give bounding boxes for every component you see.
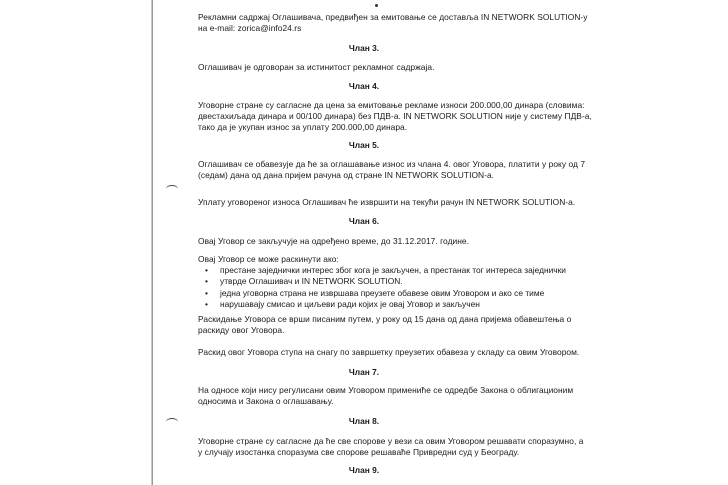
paragraph-line: Раскид овог Уговора ступа на снагу по завршетку преузетих обавеза у складу са овим Уговором. (198, 347, 580, 357)
article-heading: Члан 5. (348, 140, 380, 150)
paragraph-line: На односе који нису регулисани овим Уговором примениће се одредбе Закона о облигационим (198, 385, 574, 395)
article-heading: Члан 9. (348, 465, 380, 475)
article-heading: Члан 7. (348, 367, 380, 377)
article-heading: Члан 6. (348, 216, 380, 226)
article-heading: Члан 3. (348, 43, 380, 53)
page-edge-line (152, 0, 153, 485)
paragraph-line: Овај Уговор се може раскинути ако: (198, 254, 339, 264)
paragraph-line: раскиду овог Уговора. (198, 325, 285, 335)
paragraph-line: Оглашивач се обавезује да ће за оглашавање износ из члана 4. овог Уговора, платити у року од 7 (198, 159, 586, 169)
scan-speck (375, 4, 378, 7)
list-item: • престане заједнички интерес због кога је закључен, а престанак тог интереса заједнички (205, 265, 566, 276)
paragraph-line: односима и Закона о оглашавању. (198, 396, 334, 406)
paragraph-line: Уговорне стране су сагласне да цена за емитовање рекламе износи 200.000,00 динара (словима: (198, 100, 585, 110)
article-heading: Члан 4. (348, 81, 380, 91)
article-heading: Члан 8. (348, 416, 380, 426)
paragraph-line: Рекламни садржај Оглашивача, предвиђен за емитовање се доставља IN NETWORK SOLUTION-у (198, 12, 588, 22)
list-item: • једна уговорна страна не извршава преузете обавезе овим Уговором и ако се тиме (205, 288, 566, 299)
paragraph-line: (седам) дана од дана пријем рачуна од стране IN NETWORK SOLUTION-а. (198, 170, 495, 180)
list-item-continuation: • утврде Оглашивач и IN NETWORK SOLUTION. (205, 276, 566, 287)
paragraph-line: на e-mail: zorica@info24.rs (198, 23, 302, 33)
paragraph-line: Овај Уговор се закључује на одређено време, до 31.12.2017. године. (198, 236, 469, 246)
paragraph-line: двестахиљада динара и 00/100 динара) без ПДВ-а. IN NETWORK SOLUTION није у систему ПДВ-а, (198, 111, 592, 121)
termination-conditions-list (205, 265, 566, 311)
paragraph-line: Уговорне стране су сагласне да ће све спорове у вези са овим Уговором решавати споразумно, а (198, 436, 584, 446)
paragraph-line: Уплату уговореног износа Оглашивач ће извршити на текући рачун IN NETWORK SOLUTION-а. (198, 197, 576, 207)
paragraph-line: тако да је укупан износ за уплату 200.000,00 динара. (198, 122, 408, 132)
list-item-continuation: • нарушавају смисао и циљеви ради којих је овај Уговор и закључен (205, 299, 566, 310)
paragraph-line: Оглашивач је одговоран за истинитост рекламног садржаја. (198, 62, 435, 72)
margin-mark (166, 185, 178, 193)
paragraph-line: Раскидање Уговора се врши писаним путем, у року од 15 дана од дана пријема обавештења о (198, 314, 572, 324)
paragraph-line: у случају изостанка споразума све спорове решаваће Привредни суд у Београду. (198, 447, 520, 457)
